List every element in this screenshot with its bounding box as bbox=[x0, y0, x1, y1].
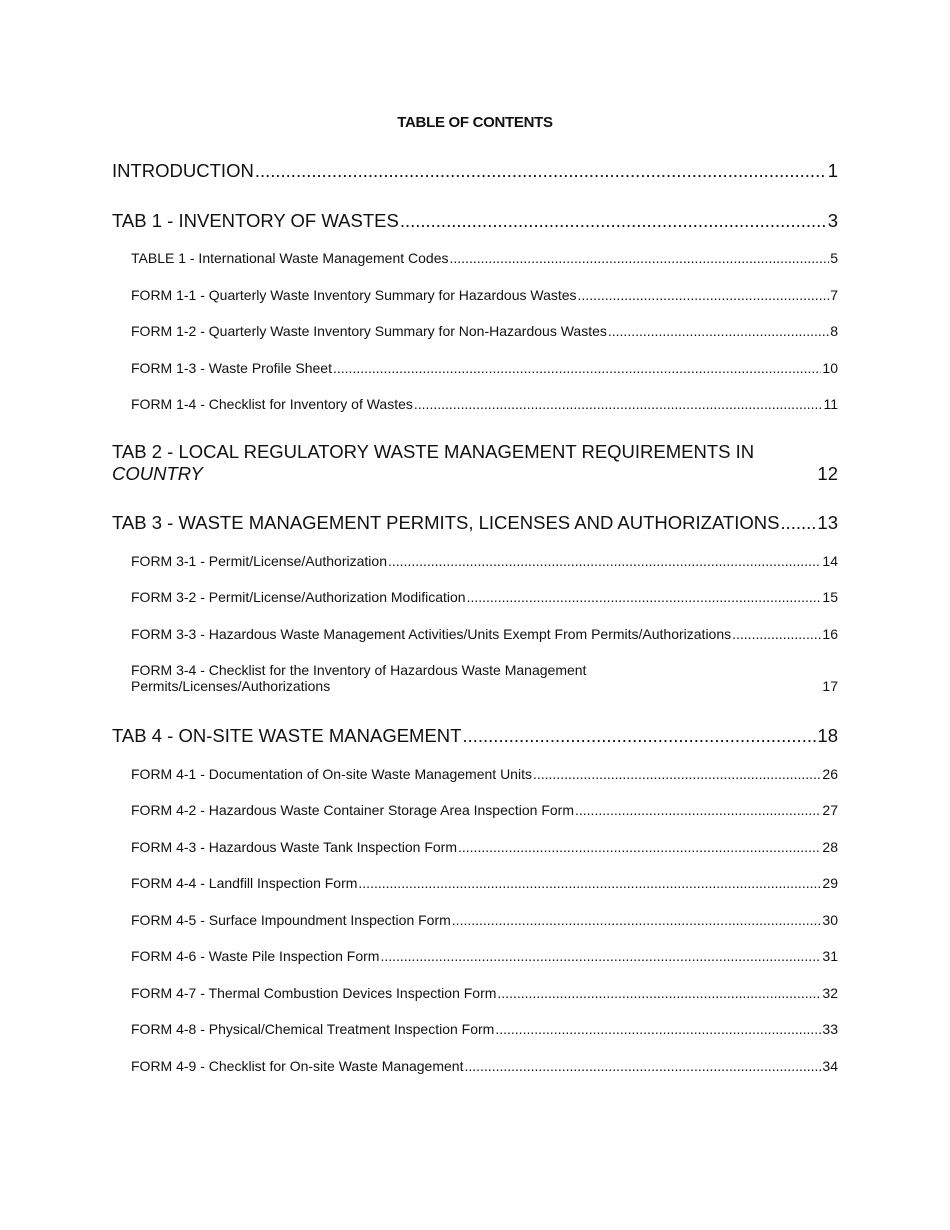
toc-page-number: 33 bbox=[822, 1021, 838, 1037]
toc-entry-text: TAB 2 - LOCAL REGULATORY WASTE MANAGEMENT REQUIREMENTS IN bbox=[112, 441, 755, 462]
toc-entry-form-4-3[interactable] bbox=[131, 839, 838, 855]
toc-entry-tab-2[interactable] bbox=[112, 441, 838, 485]
dot-leader bbox=[414, 396, 823, 412]
toc-page-number: 30 bbox=[822, 912, 838, 928]
toc-page-number: 15 bbox=[822, 589, 838, 605]
toc-title: TABLE OF CONTENTS bbox=[397, 114, 553, 131]
toc-entry-text: FORM 1-1 - Quarterly Waste Inventory Summary for Hazardous Wastes bbox=[131, 287, 577, 303]
dot-leader bbox=[400, 210, 827, 232]
toc-page-number: 8 bbox=[830, 323, 838, 339]
toc-page-number: 1 bbox=[827, 160, 838, 181]
dot-leader bbox=[780, 512, 816, 534]
toc-page-number: 27 bbox=[822, 802, 838, 818]
toc-page-number: 13 bbox=[817, 512, 838, 533]
toc-page-number: 32 bbox=[822, 985, 838, 1001]
toc-entry-form-4-4[interactable] bbox=[131, 875, 838, 891]
dot-leader bbox=[578, 287, 830, 303]
toc-entry-form-4-7[interactable] bbox=[131, 985, 838, 1001]
toc-entry-text: TAB 1 - INVENTORY OF WASTES bbox=[112, 210, 399, 231]
toc-page-number: 7 bbox=[830, 287, 838, 303]
toc-entry-text: FORM 3-3 - Hazardous Waste Management Activities/Units Exempt From Permits/Authorizations bbox=[131, 626, 732, 642]
dot-leader bbox=[450, 250, 830, 266]
toc-entry-text: FORM 3-1 - Permit/License/Authorization bbox=[131, 553, 387, 569]
toc-page-number: 34 bbox=[822, 1058, 838, 1074]
dot-leader bbox=[452, 912, 822, 928]
toc-page-number: 14 bbox=[822, 553, 838, 569]
toc-entry-form-4-6[interactable] bbox=[131, 948, 838, 964]
toc-entry-text-continued: Permits/Licenses/Authorizations bbox=[131, 678, 331, 694]
toc-page-number: 31 bbox=[822, 948, 838, 964]
dot-leader bbox=[333, 360, 821, 376]
dot-leader bbox=[462, 725, 816, 747]
toc-entry-text: TAB 4 - ON-SITE WASTE MANAGEMENT bbox=[112, 725, 462, 746]
toc-entry-tab-1[interactable] bbox=[112, 210, 838, 232]
dot-leader bbox=[467, 589, 822, 605]
toc-entry-text: FORM 4-8 - Physical/Chemical Treatment Inspection Form bbox=[131, 1021, 495, 1037]
toc-page-number: 12 bbox=[817, 463, 838, 484]
toc-entry-text: FORM 4-1 - Documentation of On-site Waste Management Units bbox=[131, 766, 532, 782]
toc-entry-text: FORM 4-7 - Thermal Combustion Devices Inspection Form bbox=[131, 985, 497, 1001]
toc-entry-form-3-3[interactable] bbox=[131, 626, 838, 642]
toc-page-number: 29 bbox=[822, 875, 838, 891]
toc-page-number: 11 bbox=[823, 396, 838, 412]
toc-entry-text: FORM 4-5 - Surface Impoundment Inspection Form bbox=[131, 912, 451, 928]
toc-entry-form-4-5[interactable] bbox=[131, 912, 838, 928]
toc-entry-form-3-2[interactable] bbox=[131, 589, 838, 605]
toc-entry-text: FORM 1-3 - Waste Profile Sheet bbox=[131, 360, 332, 376]
toc-entry-text: FORM 1-4 - Checklist for Inventory of Wastes bbox=[131, 396, 413, 412]
toc-entry-text: FORM 4-6 - Waste Pile Inspection Form bbox=[131, 948, 380, 964]
toc-page-number: 17 bbox=[822, 678, 838, 694]
dot-leader bbox=[464, 1058, 821, 1074]
toc-page-number: 5 bbox=[830, 250, 838, 266]
toc-page-number: 18 bbox=[817, 725, 838, 746]
toc-entry-form-1-3[interactable] bbox=[131, 360, 838, 376]
toc-page-number: 16 bbox=[822, 626, 838, 642]
dot-leader bbox=[533, 766, 821, 782]
dot-leader bbox=[358, 875, 821, 891]
dot-leader bbox=[380, 948, 821, 964]
toc-page-number: 26 bbox=[822, 766, 838, 782]
toc-entry-form-3-4[interactable] bbox=[131, 662, 838, 694]
toc-page-number: 28 bbox=[822, 839, 838, 855]
dot-leader bbox=[255, 160, 827, 182]
toc-page-number: 10 bbox=[822, 360, 838, 376]
toc-entry-form-4-1[interactable] bbox=[131, 766, 838, 782]
dot-leader bbox=[732, 626, 821, 642]
toc-entry-text: FORM 4-9 - Checklist for On-site Waste Management bbox=[131, 1058, 464, 1074]
toc-entry-form-1-1[interactable] bbox=[131, 287, 838, 303]
toc-entry-tab-3[interactable] bbox=[112, 512, 838, 534]
toc-entry-text: FORM 4-4 - Landfill Inspection Form bbox=[131, 875, 358, 891]
toc-entry-form-1-2[interactable] bbox=[131, 323, 838, 339]
toc-entry-text: FORM 3-4 - Checklist for the Inventory of Hazardous Waste Management bbox=[131, 662, 587, 678]
toc-entry-text-country: COUNTRY bbox=[112, 463, 203, 484]
toc-entry-text: TAB 3 - WASTE MANAGEMENT PERMITS, LICENSES AND AUTHORIZATIONS bbox=[112, 512, 780, 533]
toc-entry-form-4-9[interactable] bbox=[131, 1058, 838, 1074]
toc-page-number: 3 bbox=[827, 210, 838, 231]
toc-entry-text: FORM 1-2 - Quarterly Waste Inventory Summary for Non-Hazardous Wastes bbox=[131, 323, 607, 339]
dot-leader bbox=[388, 553, 821, 569]
dot-leader bbox=[495, 1021, 821, 1037]
toc-entry-form-1-4[interactable] bbox=[131, 396, 838, 412]
dot-leader bbox=[458, 839, 821, 855]
toc-entry-tab-4[interactable] bbox=[112, 725, 838, 747]
toc-entry-text: FORM 3-2 - Permit/License/Authorization Modification bbox=[131, 589, 466, 605]
toc-entry-form-3-1[interactable] bbox=[131, 553, 838, 569]
dot-leader bbox=[575, 802, 821, 818]
dot-leader bbox=[497, 985, 821, 1001]
toc-entry-table-1[interactable] bbox=[131, 250, 838, 266]
toc-entry-form-4-8[interactable] bbox=[131, 1021, 838, 1037]
toc-entry-introduction[interactable] bbox=[112, 160, 838, 182]
toc-entry-text: INTRODUCTION bbox=[112, 160, 254, 181]
dot-leader bbox=[608, 323, 829, 339]
toc-entry-text: FORM 4-3 - Hazardous Waste Tank Inspection Form bbox=[131, 839, 457, 855]
toc-entry-form-4-2[interactable] bbox=[131, 802, 838, 818]
toc-entry-text: FORM 4-2 - Hazardous Waste Container Storage Area Inspection Form bbox=[131, 802, 574, 818]
toc-entry-text: TABLE 1 - International Waste Management Codes bbox=[131, 250, 449, 266]
